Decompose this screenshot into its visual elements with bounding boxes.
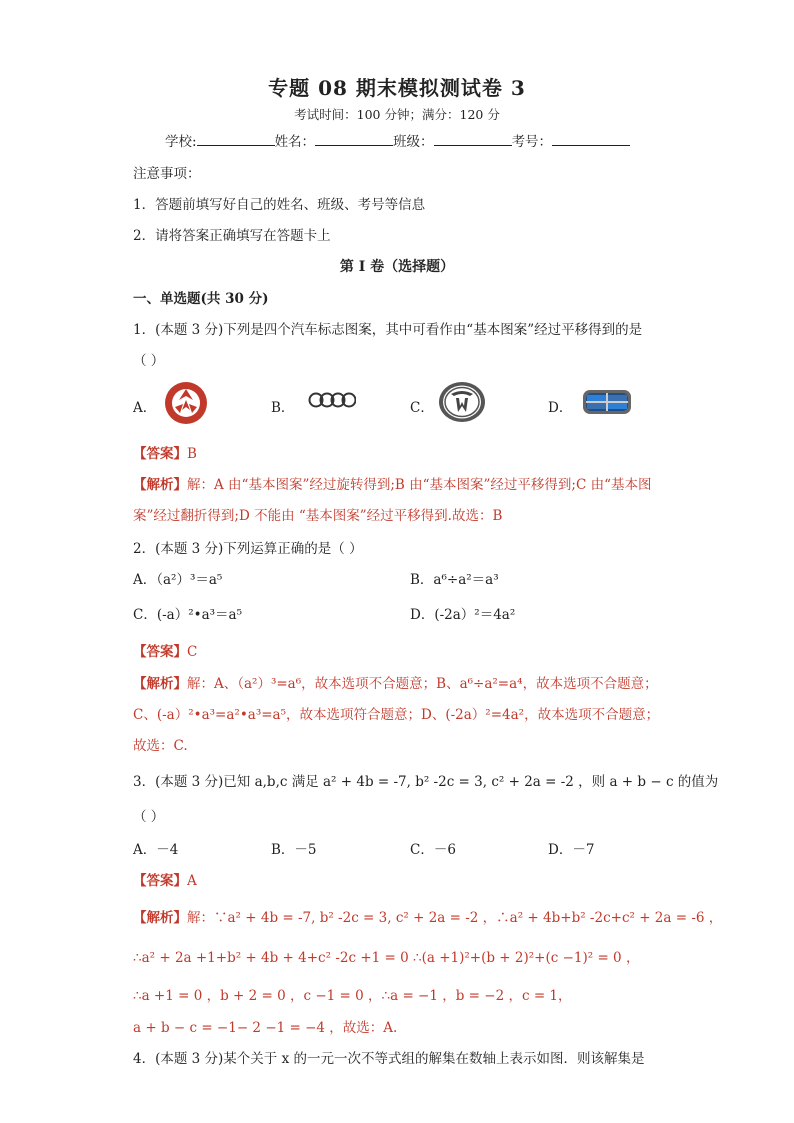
q2-analysis-line3: 故选：C.	[133, 738, 188, 754]
analysis-label: 【解析】	[133, 910, 187, 926]
q2-option-d: D．(-2a）²＝4a²	[410, 607, 516, 623]
student-info-row	[165, 130, 630, 150]
class-label: 班级：	[393, 134, 434, 150]
q1-option-b-label: B．	[271, 400, 295, 416]
q1-option-d-label: D．	[548, 400, 573, 416]
q1-stem-line1: 1．(本题 3 分)下列是四个汽车标志图案，其中可看作由“基本图案”经过平移得到的是	[133, 322, 643, 338]
notes-heading: 注意事项：	[133, 166, 201, 182]
q1-analysis-line2: 案”经过翻折得到;D 不能由 “基本图案”经过平移得到.故选：B	[133, 508, 503, 524]
brilliance-logo-icon	[437, 380, 487, 424]
exam-subtitle: 考试时间：100 分钟；满分：120 分	[294, 107, 500, 122]
notes-item-2: 2．请将答案正确填写在答题卡上	[133, 228, 331, 244]
notes-item-1: 1．答题前填写好自己的姓名、班级、考号等信息	[133, 197, 426, 213]
answer-label: 【答案】	[133, 873, 187, 889]
page-title: 专题 08 期末模拟测试卷 3	[268, 76, 526, 100]
q1-option-a-label: A．	[133, 400, 157, 416]
q2-option-b: B．a⁶÷a²＝a³	[410, 572, 499, 588]
school-blank	[197, 133, 275, 146]
q2-analysis-line1	[133, 672, 658, 692]
answer-label: 【答案】	[133, 446, 187, 462]
q3-analysis-line3: ∴a +1 = 0 ，b + 2 = 0 ，c −1 = 0 ，∴a = −1 ，b = −2 ，c = 1，	[133, 988, 572, 1004]
q3-option-d: D．－7	[548, 842, 595, 858]
q4-stem: 4．(本题 3 分)某个关于 x 的一元一次不等式组的解集在数轴上表示如图．则该解集是	[133, 1051, 645, 1067]
audi-logo-icon	[308, 391, 356, 409]
section-title: 第 I 卷（选择题）	[339, 259, 455, 275]
name-blank	[315, 133, 393, 146]
analysis-text: 解：A 由“基本图案”经过旋转得到;B 由“基本图案”经过平移得到;C 由“基本图	[187, 477, 652, 493]
q3-analysis-line2: ∴a² + 2a +1+b² + 4b + 4+c² -2c +1 = 0 ∴(a +1)²+(b + 2)²+(c −1)² = 0 ，	[133, 950, 640, 966]
q3-option-c: C．－6	[410, 842, 456, 858]
number-blank	[552, 133, 630, 146]
q3-answer	[133, 869, 197, 889]
class-blank	[434, 133, 512, 146]
q3-stem-line2: （ ）	[133, 809, 165, 825]
q2-option-a: A．（a²）³＝a⁵	[133, 572, 223, 588]
q3-analysis-line1	[133, 906, 722, 926]
analysis-text: 解：∵a² + 4b = -7, b² -2c = 3, c² + 2a = -2 ，∴a² + 4b+b² -2c+c² + 2a = -6 ，	[187, 910, 723, 926]
geely-logo-icon	[582, 389, 632, 415]
q2-option-c: C．(-a）²•a³＝a⁵	[133, 607, 243, 623]
answer-value: C	[187, 644, 198, 660]
q1-stem-line2: （ ）	[133, 353, 165, 369]
q3-stem-line1: 3．(本题 3 分)已知 a,b,c 满足 a² + 4b = -7, b² -2c = 3, c² + 2a = -2 ，则 a + b − c 的值为	[133, 774, 719, 790]
number-label: 考号：	[511, 134, 553, 150]
analysis-label: 【解析】	[133, 477, 187, 493]
analysis-text: 解：A、（a²）³=a⁶，故本选项不合题意；B、a⁶÷a²=a⁴，故本选项不合题意；	[187, 676, 658, 692]
part-heading: 一、单选题(共 30 分)	[133, 291, 269, 307]
q3-option-a: A．－4	[133, 842, 179, 858]
q3-analysis-line4: a + b − c = −1− 2 −1 = −4 ，故选：A.	[133, 1020, 398, 1036]
q1-option-c-label: C．	[410, 400, 434, 416]
school-label: 学校:	[165, 134, 197, 150]
q2-stem: 2．(本题 3 分)下列运算正确的是（ ）	[133, 541, 363, 557]
analysis-label: 【解析】	[133, 676, 187, 692]
name-label: 姓名：	[274, 134, 316, 150]
q2-analysis-line2: C、(-a）²•a³=a²•a³=a⁵，故本选项符合题意；D、(-2a）²=4a²，故本选项不合题意；	[133, 707, 660, 723]
answer-label: 【答案】	[133, 644, 187, 660]
answer-value: B	[187, 446, 197, 462]
answer-value: A	[187, 873, 197, 889]
q2-answer	[133, 640, 197, 660]
q3-option-b: B．－5	[271, 842, 317, 858]
q1-answer	[133, 442, 197, 462]
dongfeng-logo-icon	[163, 380, 209, 426]
q1-analysis-line1	[133, 473, 651, 493]
